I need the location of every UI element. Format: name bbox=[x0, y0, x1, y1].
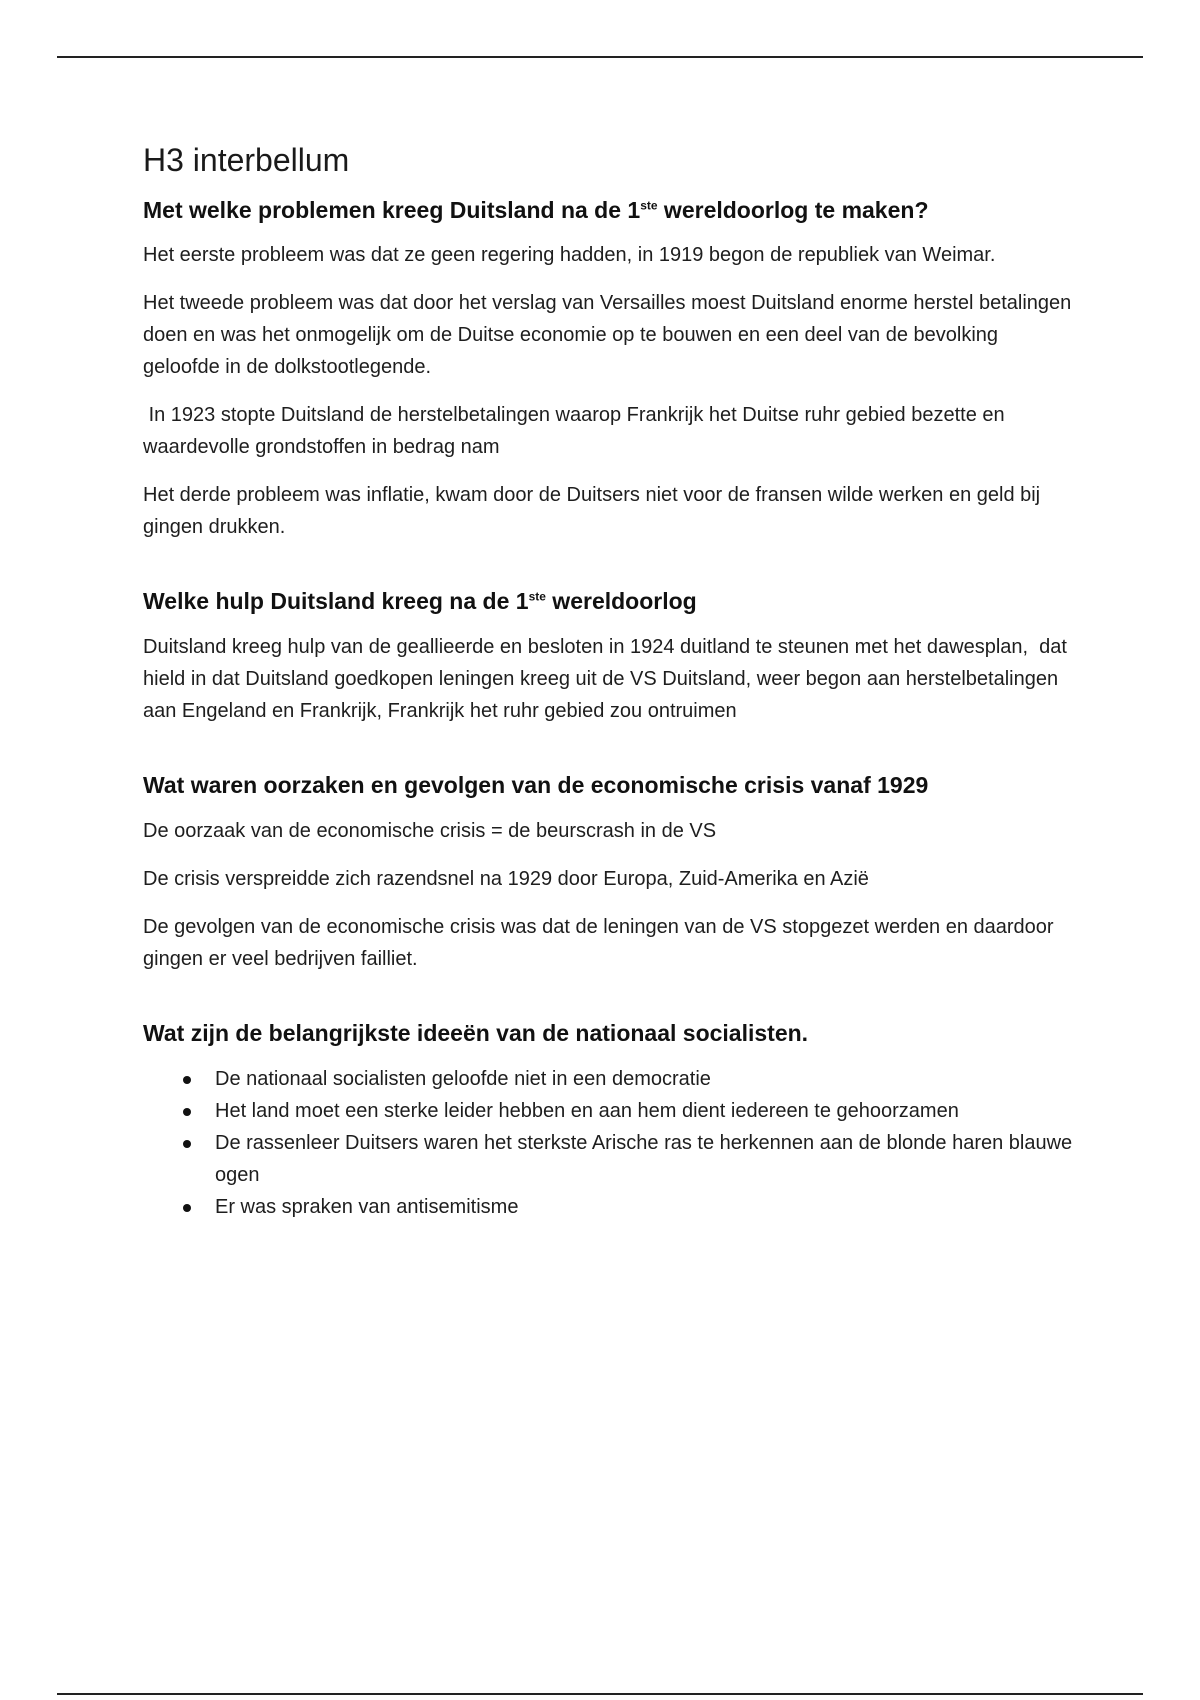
ordinal-suffix: ste bbox=[640, 197, 658, 212]
heading-text: wereldoorlog te maken? bbox=[657, 196, 929, 223]
list-item-text: De rassenleer Duitsers waren het sterkste Arische ras te herkennen aan de blonde haren blauwe ogen bbox=[215, 1132, 1073, 1187]
list-item-text: De nationaal socialisten geloofde niet in een democratie bbox=[215, 1068, 711, 1091]
list-item bbox=[183, 1191, 1073, 1223]
section-problems bbox=[143, 196, 1073, 544]
list-item-text: Er was spraken van antisemitisme bbox=[215, 1196, 519, 1219]
heading-text: wereldoorlog bbox=[545, 588, 697, 615]
paragraph: Duitsland kreeg hulp van de geallieerde en besloten in 1924 duitland te steunen met het dawesplan, dat hield in dat Duitsland goedkopen leningen kreeg uit de VS Duitsland, weer begon aan herstelbetalingen aan Engeland en Frankrijk, Frankrijk het ruhr gebied zou ontruimen bbox=[143, 636, 1073, 723]
section-ideas bbox=[143, 1019, 1073, 1223]
heading-text: Welke hulp Duitsland kreeg na de 1 bbox=[143, 588, 529, 615]
paragraph: De gevolgen van de economische crisis was dat de leningen van de VS stopgezet werden en daardoor gingen er veel bedrijven failliet. bbox=[143, 916, 1054, 971]
list-item-text: Het land moet een sterke leider hebben en aan hem dient iedereen te gehoorzamen bbox=[215, 1100, 959, 1123]
section-help bbox=[143, 587, 1073, 727]
section-heading: Wat waren oorzaken en gevolgen van de economische crisis vanaf 1929 bbox=[143, 772, 929, 799]
bullet-list bbox=[143, 1063, 1073, 1223]
paragraph: De crisis verspreidde zich razendsnel na 1929 door Europa, Zuid-Amerika en Azië bbox=[143, 868, 869, 891]
paragraph: Het derde probleem was inflatie, kwam door de Duitsers niet voor de fransen wilde werken en geld bij gingen drukken. bbox=[143, 484, 1041, 539]
bullet-icon bbox=[183, 1108, 191, 1116]
bullet-icon bbox=[183, 1076, 191, 1084]
bullet-icon bbox=[183, 1140, 191, 1148]
list-item bbox=[183, 1127, 1073, 1191]
section-heading bbox=[143, 196, 1073, 226]
section-heading bbox=[143, 587, 1073, 617]
list-item bbox=[183, 1063, 1073, 1095]
document-body bbox=[143, 140, 1073, 1223]
heading-text: Met welke problemen kreeg Duitsland na de 1 bbox=[143, 196, 641, 223]
footer-rule bbox=[57, 1693, 1143, 1695]
section-crisis bbox=[143, 771, 1073, 975]
document-title: H3 interbellum bbox=[143, 142, 350, 178]
section-heading: Wat zijn de belangrijkste ideeën van de nationaal socialisten. bbox=[143, 1020, 809, 1047]
paragraph: Het eerste probleem was dat ze geen regering hadden, in 1919 begon de republiek van Weimar. bbox=[143, 244, 996, 267]
list-item bbox=[183, 1095, 1073, 1127]
paragraph: Het tweede probleem was dat door het verslag van Versailles moest Duitsland enorme herstel betalingen doen en was het onmogelijk om de Duitse economie op te bouwen en een deel van de bevolking geloofde in de dolkstootlegende. bbox=[143, 292, 1072, 379]
ordinal-suffix: ste bbox=[528, 589, 546, 604]
paragraph: De oorzaak van de economische crisis = de beurscrash in de VS bbox=[143, 820, 717, 843]
paragraph: In 1923 stopte Duitsland de herstelbetalingen waarop Frankrijk het Duitse ruhr gebied bezette en waardevolle grondstoffen in bedrag nam bbox=[143, 404, 1011, 459]
bullet-icon bbox=[183, 1204, 191, 1212]
header-rule bbox=[57, 56, 1143, 58]
